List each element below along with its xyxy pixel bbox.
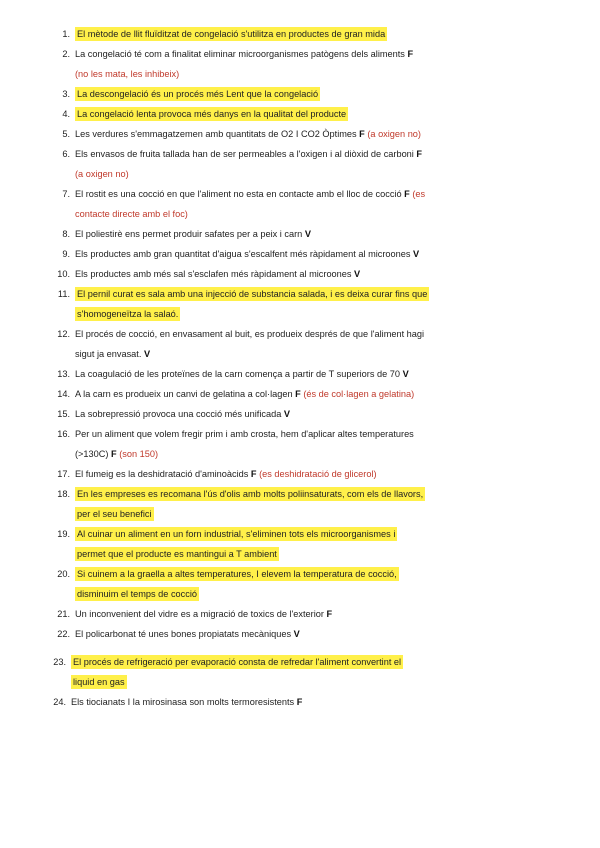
item-text (75, 524, 397, 564)
item-number: 23. (53, 657, 66, 667)
item-text (75, 184, 425, 224)
item-text (75, 404, 290, 424)
item-text (75, 124, 421, 144)
item-number: 5. (62, 129, 70, 139)
text-line (75, 184, 425, 204)
correction-note: (son 150) (119, 449, 159, 459)
item-text (75, 324, 424, 364)
statement-text: (>130C) (75, 449, 109, 459)
statement-text: Els productes amb més sal s'esclafen més ràpidament al microones (75, 269, 352, 279)
answer-mark: V (283, 409, 291, 419)
statement-text: La coagulació de les proteïnes de la carn comença a partir de T superiors de 70 (75, 369, 400, 379)
text-line (75, 264, 360, 284)
correction-note: (és de col·lagen a gelatina) (303, 389, 415, 399)
statement-text: El rostit es una cocció en que l'aliment no esta en contacte amb el lloc de cocció (75, 189, 402, 199)
statement-text: La congelació té com a finalitat eliminar microorganismes patògens dels aliments (75, 49, 405, 59)
text-line (75, 284, 429, 304)
text-line (75, 224, 311, 244)
item-text (75, 384, 414, 404)
text-line (75, 384, 414, 404)
item-text (75, 424, 414, 464)
item-number: 19. (57, 529, 70, 539)
correction-note: (a oxigen no) (75, 169, 129, 179)
item-number: 22. (57, 629, 70, 639)
highlighted-statement: El mètode de llit fluïditzat de congelació s'utilitza en productes de gran mida (77, 29, 386, 39)
text-line (75, 424, 414, 444)
answer-mark: V (354, 269, 361, 279)
statement-text: sigut ja envasat. (75, 349, 142, 359)
item-text (75, 224, 311, 244)
text-line (75, 524, 397, 544)
item-text (75, 24, 387, 44)
statement-text: A la carn es produeix un canvi de gelatina a col·lagen (75, 389, 293, 399)
item-number: 15. (57, 409, 70, 419)
item-number: 12. (57, 329, 70, 339)
item-number: 7. (62, 189, 70, 199)
statement-text: El fumeig es la deshidratació d'aminoàcids (75, 469, 249, 479)
item-number: 21. (57, 609, 70, 619)
text-line (75, 204, 425, 224)
highlighted-statement: La descongelació és un procés més Lent que la congelació (77, 89, 319, 99)
correction-note: (a oxigen no) (367, 129, 421, 139)
text-line (75, 124, 421, 144)
text-line (75, 504, 425, 524)
text-line (75, 104, 348, 124)
answer-mark: F (416, 149, 423, 159)
highlighted-statement: liquid en gas (73, 677, 125, 687)
item-text (75, 604, 332, 624)
item-number: 9. (62, 249, 70, 259)
highlighted-statement: En les empreses es recomana l'ús d'olis amb molts poliinsaturats, com els de llavors, (77, 489, 424, 499)
item-text (75, 284, 429, 324)
answer-mark: F (296, 697, 303, 707)
item-number: 1. (62, 29, 70, 39)
answer-mark: V (304, 229, 311, 239)
item-number: 3. (62, 89, 70, 99)
text-line (75, 564, 399, 584)
text-line (75, 144, 422, 164)
item-number: 24. (53, 697, 66, 707)
item-text (75, 84, 320, 104)
answer-mark: F (326, 609, 333, 619)
highlighted-statement: per el seu benefici (77, 509, 152, 519)
answer-mark: V (293, 629, 300, 639)
text-line (75, 604, 332, 624)
statement-text: El procés de cocció, en envasament al buit, es produeix després de que l'aliment hagi (75, 329, 425, 339)
text-line (75, 464, 377, 484)
item-number: 2. (62, 49, 70, 59)
answer-mark: F (404, 189, 410, 199)
highlighted-statement: Si cuinem a la graella a altes temperatures, I elevem la temperatura de cocció, (77, 569, 397, 579)
highlighted-statement: El procés de refrigeració per evaporació consta de refredar l'aliment convertint el (73, 657, 402, 667)
text-line (71, 692, 302, 712)
item-text (75, 144, 422, 184)
highlighted-statement: La congelació lenta provoca més danys en la qualitat del producte (77, 109, 347, 119)
text-line (75, 164, 422, 184)
text-line (75, 624, 300, 644)
statement-text: Els tiocianats I la mirosinasa son molts termoresistents (71, 697, 295, 707)
item-number: 13. (57, 369, 70, 379)
item-text (75, 264, 360, 284)
item-text (75, 624, 300, 644)
answer-mark: V (143, 349, 151, 359)
statement-text: El poliestirè ens permet produir safates per a peix i carn (75, 229, 303, 239)
item-text (75, 44, 413, 84)
text-line (71, 672, 403, 692)
answer-mark: F (407, 49, 414, 59)
item-number: 4. (62, 109, 70, 119)
correction-note: (no les mata, les inhibeix) (75, 69, 180, 79)
text-line (75, 64, 413, 84)
text-line (75, 24, 387, 44)
highlighted-statement: disminuim el temps de cocció (77, 589, 197, 599)
statement-text: La sobrepressió provoca una cocció més unificada (75, 409, 282, 419)
item-text (75, 564, 399, 604)
text-line (75, 484, 425, 504)
item-text (75, 364, 409, 384)
item-text (71, 692, 302, 712)
highlighted-statement: Al cuinar un aliment en un forn industrial, s'eliminen tots els microorganismes i (77, 529, 396, 539)
item-number: 20. (57, 569, 70, 579)
text-line (75, 404, 290, 424)
item-number: 6. (62, 149, 70, 159)
answer-mark: F (250, 469, 257, 479)
answer-mark: V (402, 369, 409, 379)
statement-text: Per un aliment que volem fregir prim i amb crosta, hem d'aplicar altes temperatures (75, 429, 414, 439)
item-text (75, 104, 348, 124)
correction-note: (es deshidratació de glicerol) (259, 469, 377, 479)
correction-note: (es (412, 189, 426, 199)
item-number: 16. (57, 429, 70, 439)
statement-text: Els productes amb gran quantitat d'aigua s'escalfent més ràpidament al microones (75, 249, 411, 259)
text-line (75, 584, 399, 604)
highlighted-statement: permet que el producte es mantingui a T ambient (77, 549, 277, 559)
statement-text: Un inconvenient del vidre es a migració de toxics de l'exterior (75, 609, 324, 619)
highlighted-statement: s'homogeneïtza la salaó. (77, 309, 179, 319)
text-line (75, 44, 413, 64)
correction-note: contacte directe amb el foc) (75, 209, 188, 219)
item-number: 10. (57, 269, 70, 279)
answer-mark: F (359, 129, 365, 139)
item-number: 17. (57, 469, 70, 479)
text-line (75, 244, 419, 264)
text-line (71, 652, 403, 672)
text-line (75, 364, 409, 384)
answer-mark: V (413, 249, 420, 259)
item-number: 18. (57, 489, 70, 499)
text-line (75, 444, 414, 464)
item-number: 8. (62, 229, 70, 239)
item-text (75, 244, 419, 264)
answer-mark: F (295, 389, 301, 399)
item-number: 14. (57, 389, 70, 399)
answer-mark: F (111, 449, 117, 459)
statement-text: Els envasos de fruita tallada han de ser permeables a l'oxigen i al diòxid de carboni (75, 149, 414, 159)
item-text (75, 464, 377, 484)
text-line (75, 84, 320, 104)
statement-text: Les verdures s'emmagatzemen amb quantitats de O2 I CO2 Òptimes (75, 129, 357, 139)
text-line (75, 544, 397, 564)
item-text (71, 652, 403, 692)
item-number: 11. (57, 289, 70, 299)
item-text (75, 484, 425, 524)
highlighted-statement: El pernil curat es sala amb una injecció de substancia salada, i es deixa curar fins que (77, 289, 428, 299)
statement-text: El policarbonat té unes bones propiatats mecàniques (75, 629, 292, 639)
text-line (75, 324, 424, 344)
text-line (75, 344, 424, 364)
text-line (75, 304, 429, 324)
